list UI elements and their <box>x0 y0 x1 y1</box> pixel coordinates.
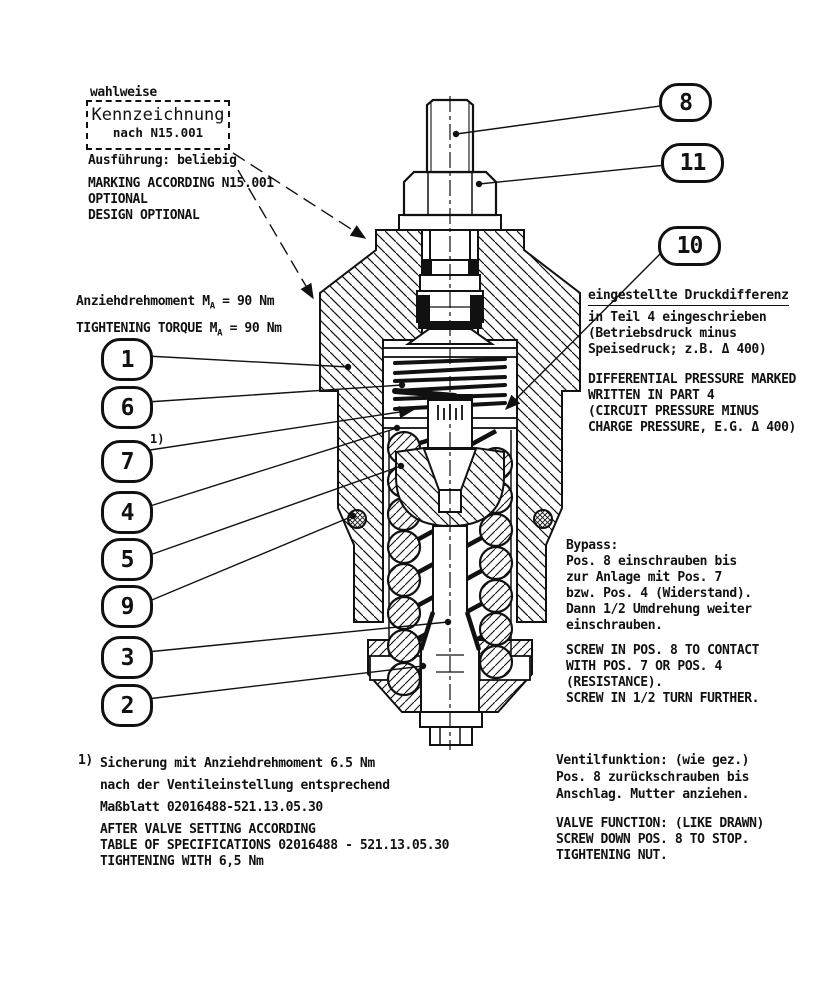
function-note-german: Ventilfunktion: (wie gez.) Pos. 8 zurückschrauben bis Anschlag. Mutter anziehen. <box>556 753 750 802</box>
callout-2: 2 <box>101 684 153 727</box>
poppet-seat <box>396 448 504 526</box>
marking-note-ausfuehrung: Ausführung: beliebig <box>88 153 237 168</box>
callout-8: 8 <box>659 83 712 122</box>
callout-11: 11 <box>661 143 724 183</box>
marking-note-en-line: MARKING ACCORDING N15.001 <box>88 176 274 191</box>
marking-note-en-line: OPTIONAL <box>88 192 148 207</box>
bypass-note: Bypass: Pos. 8 einschrauben bis zur Anlage mit Pos. 7 bzw. Pos. 4 (Widerstand). Dann 1/2 Umdrehung weiter einschrauben. SCREW IN POS. 8 TO CONTACT WITH POS. 7 OR POS. 4 (RESISTANCE). SCREW IN 1/2 TURN FURTHER. <box>566 538 760 706</box>
callout-3: 3 <box>101 636 153 679</box>
bypass-note-heading: Bypass: <box>566 538 618 553</box>
pressure-note: eingestellte Druckdifferenz in Teil 4 eingeschrieben (Betriebsdruck minus Speisedruck; z.B. Δ 400) DIFFERENTIAL PRESSURE MARKED WRITTEN IN PART 4 (CIRCUIT PRESSURE MINUS CHARGE PRESSURE, E.G. Δ 400) <box>588 288 796 435</box>
marking-note-english <box>88 176 274 224</box>
securing-note-english: AFTER VALVE SETTING ACCORDING TABLE OF SPECIFICATIONS 02016488 - 521.13.05.30 TIGHTENING WITH 6,5 Nm <box>100 822 450 869</box>
callout-9: 9 <box>101 585 153 628</box>
callout-7-footnote-ref: 1) <box>150 432 165 446</box>
pressure-note-heading: eingestellte Druckdifferenz <box>588 288 789 306</box>
marking-box <box>86 100 230 150</box>
marking-note-en-line: DESIGN OPTIONAL <box>88 208 200 223</box>
marking-box-title: Kennzeichnung <box>91 105 225 125</box>
marking-box-subtitle: nach N15.001 <box>112 125 204 140</box>
securing-note-marker: 1) <box>78 753 93 768</box>
function-note-english: VALVE FUNCTION: (LIKE DRAWN) SCREW DOWN POS. 8 TO STOP. TIGHTENING NUT. <box>556 816 764 863</box>
callout-1: 1 <box>101 338 153 381</box>
securing-note-german: Sicherung mit Anziehdrehmoment 6.5 Nm nach der Ventileinstellung entsprechend Maßblatt 02016488-521.13.05.30 <box>100 756 390 815</box>
callout-7: 7 <box>101 440 153 483</box>
callout-4: 4 <box>101 491 153 534</box>
callout-5: 5 <box>101 538 153 581</box>
marking-note-wahlweise: wahlweise <box>90 85 157 100</box>
callout-10: 10 <box>658 226 721 266</box>
piston-stem <box>420 526 482 745</box>
callout-6: 6 <box>101 386 153 429</box>
torque-note: Anziehdrehmoment $M_A = 90$ Nm TIGHTENING TORQUE $M_A = 90$ Nm <box>76 294 282 339</box>
